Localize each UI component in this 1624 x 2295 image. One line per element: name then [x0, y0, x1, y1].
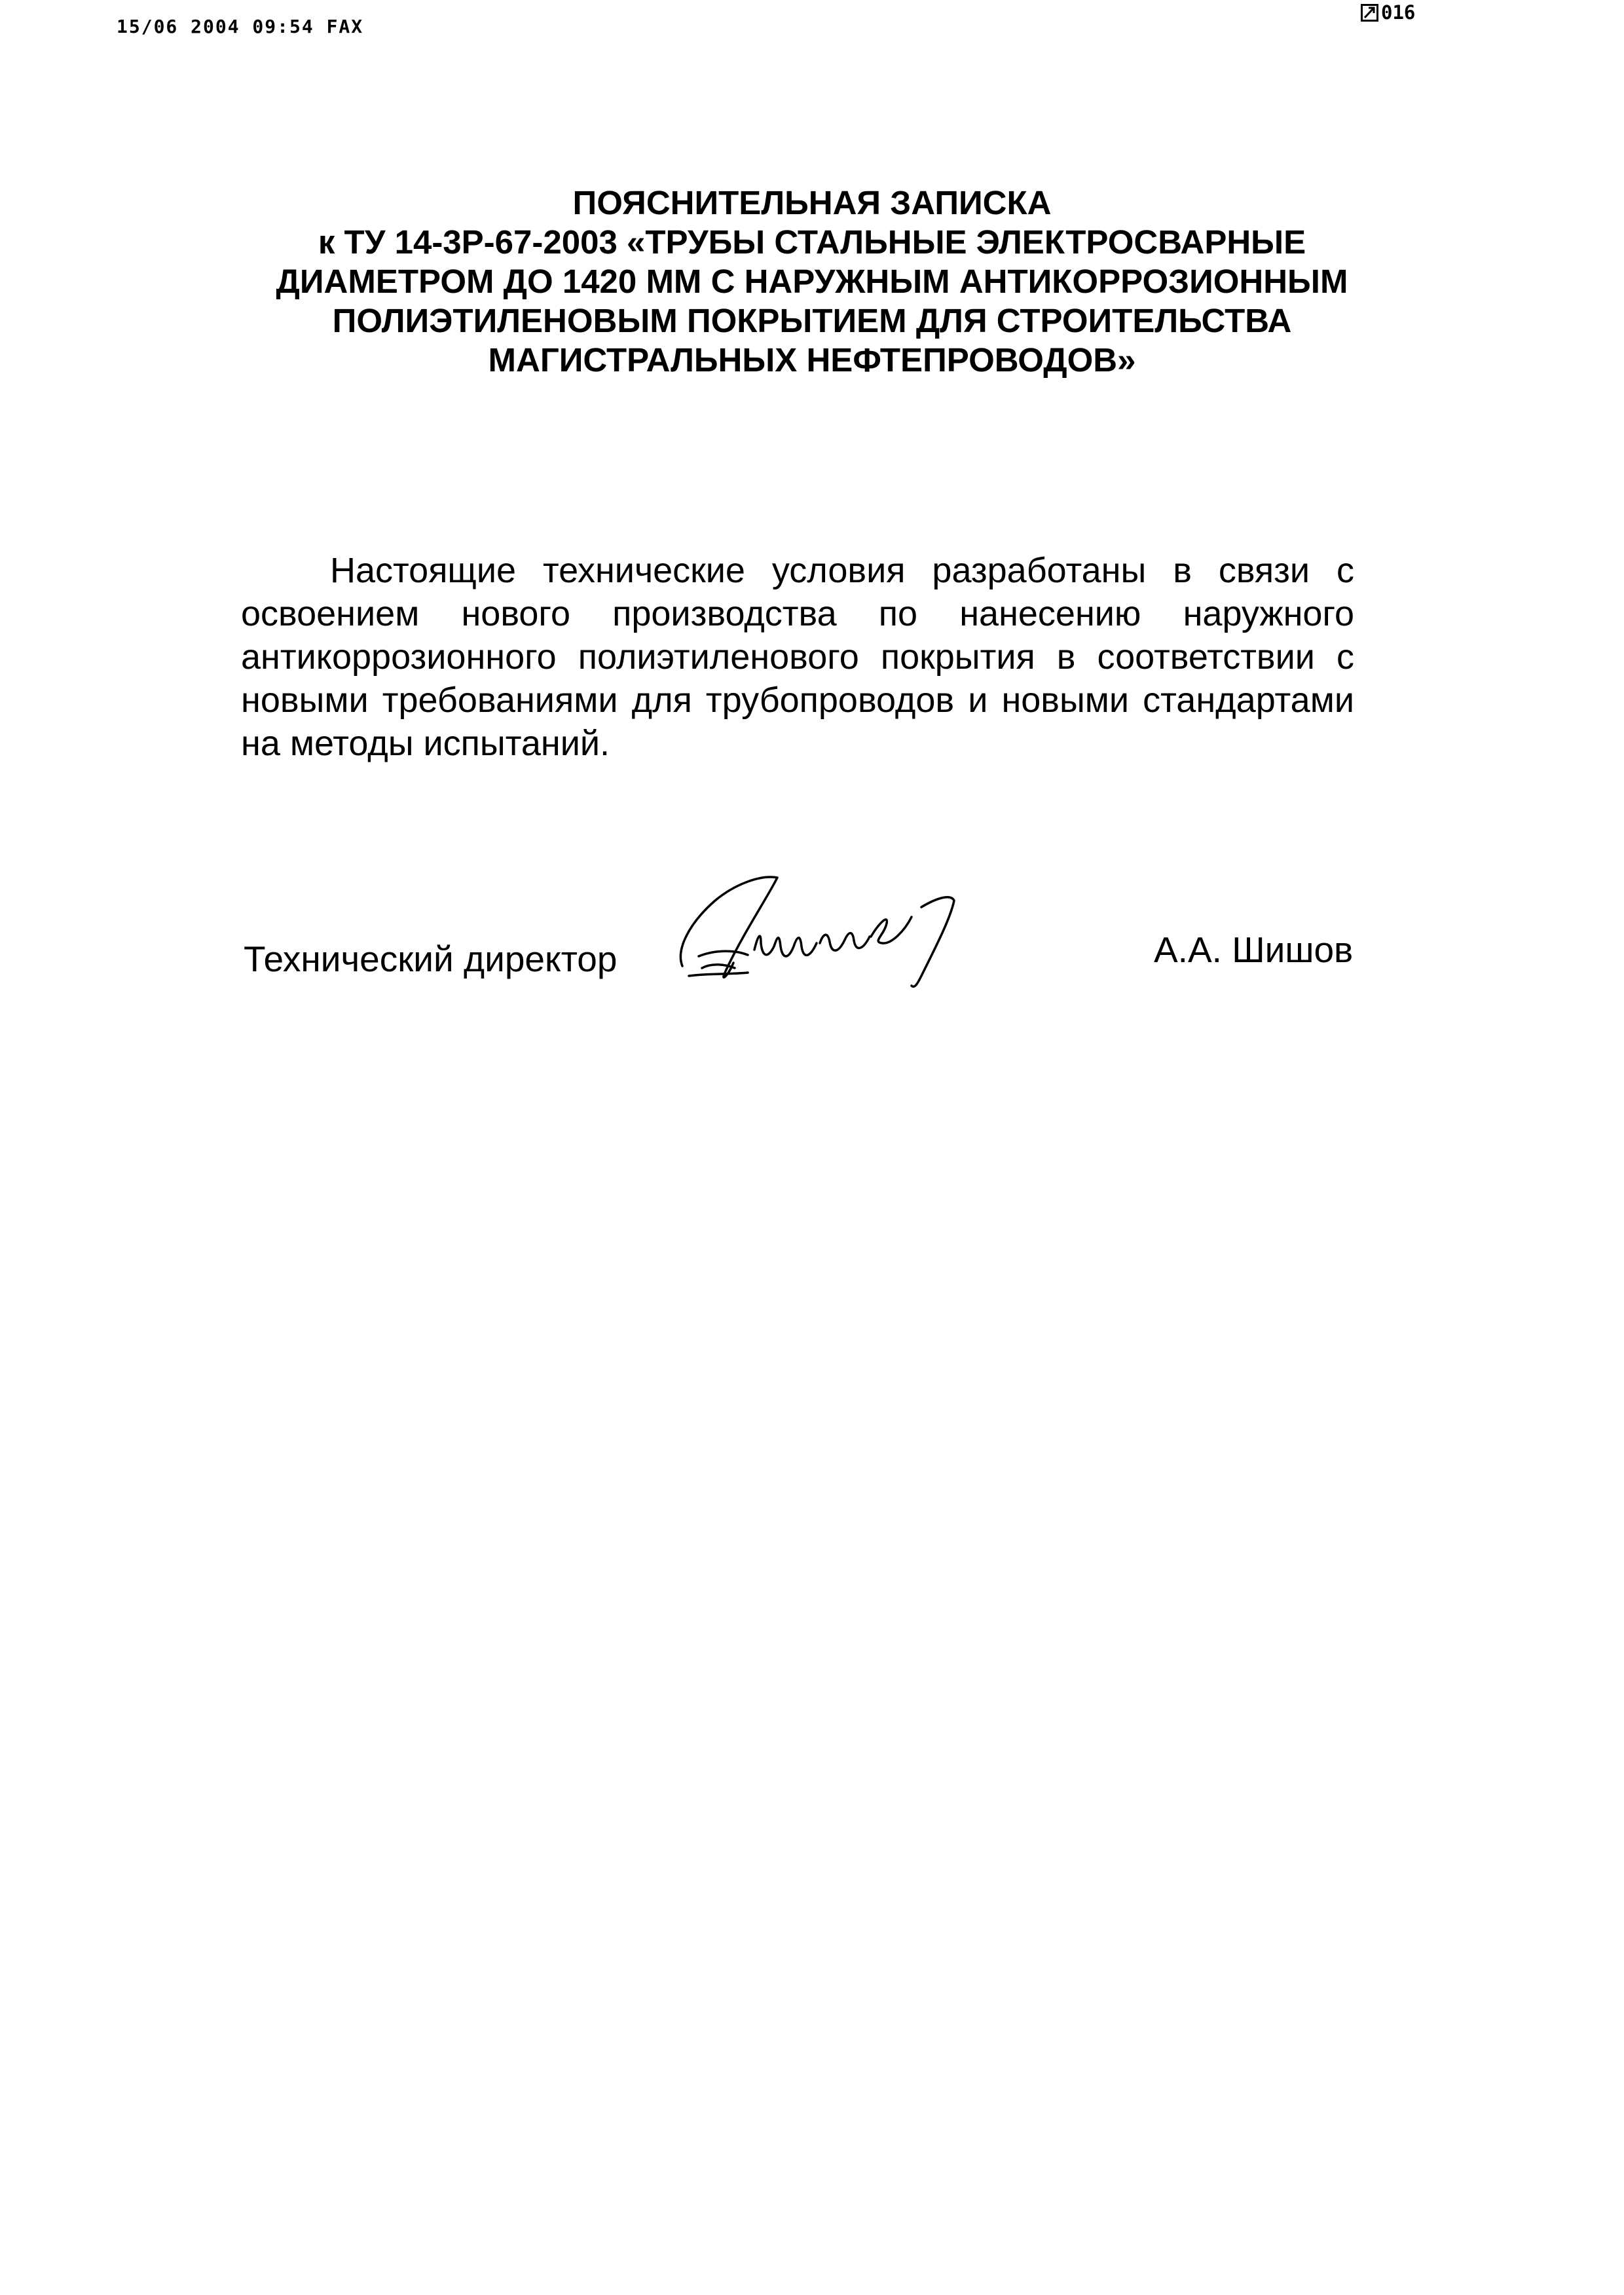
title-line: ДИАМЕТРОМ ДО 1420 ММ С НАРУЖНЫМ АНТИКОРРОЗИОННЫМ	[276, 263, 1348, 300]
fax-header-datetime: 15/06 2004 09:54 FAX	[117, 16, 364, 37]
page-number-text: 016	[1381, 1, 1416, 24]
body-line: Настоящие технические условия разработаны в связи с	[330, 551, 1354, 590]
title-line: ПОЯСНИТЕЛЬНАЯ ЗАПИСКА	[572, 184, 1052, 221]
body-line: на методы испытаний.	[241, 724, 610, 763]
title-line: МАГИСТРАЛЬНЫХ НЕФТЕПРОВОДОВ»	[488, 341, 1136, 379]
fax-transmission-icon	[1361, 4, 1378, 22]
title-line: к ТУ 14-3Р-67-2003 «ТРУБЫ СТАЛЬНЫЕ ЭЛЕКТРОСВАРНЫЕ	[318, 223, 1306, 261]
body-line: освоением нового производства по нанесению наружного	[241, 594, 1354, 633]
document-title	[249, 183, 1375, 380]
body-paragraph	[241, 549, 1354, 765]
signatory-role: Технический директор	[244, 939, 618, 979]
title-line: ПОЛИЭТИЛЕНОВЫМ ПОКРЫТИЕМ ДЛЯ СТРОИТЕЛЬСТВА	[332, 302, 1292, 339]
body-line: новыми требованиями для трубопроводов и новыми стандартами	[241, 681, 1354, 720]
handwritten-signature	[663, 851, 1029, 996]
fax-page-number	[1361, 1, 1415, 24]
body-line: антикоррозионного полиэтиленового покрытия в соответствии с	[241, 637, 1354, 677]
signatory-name: А.А. Шишов	[1154, 929, 1354, 970]
